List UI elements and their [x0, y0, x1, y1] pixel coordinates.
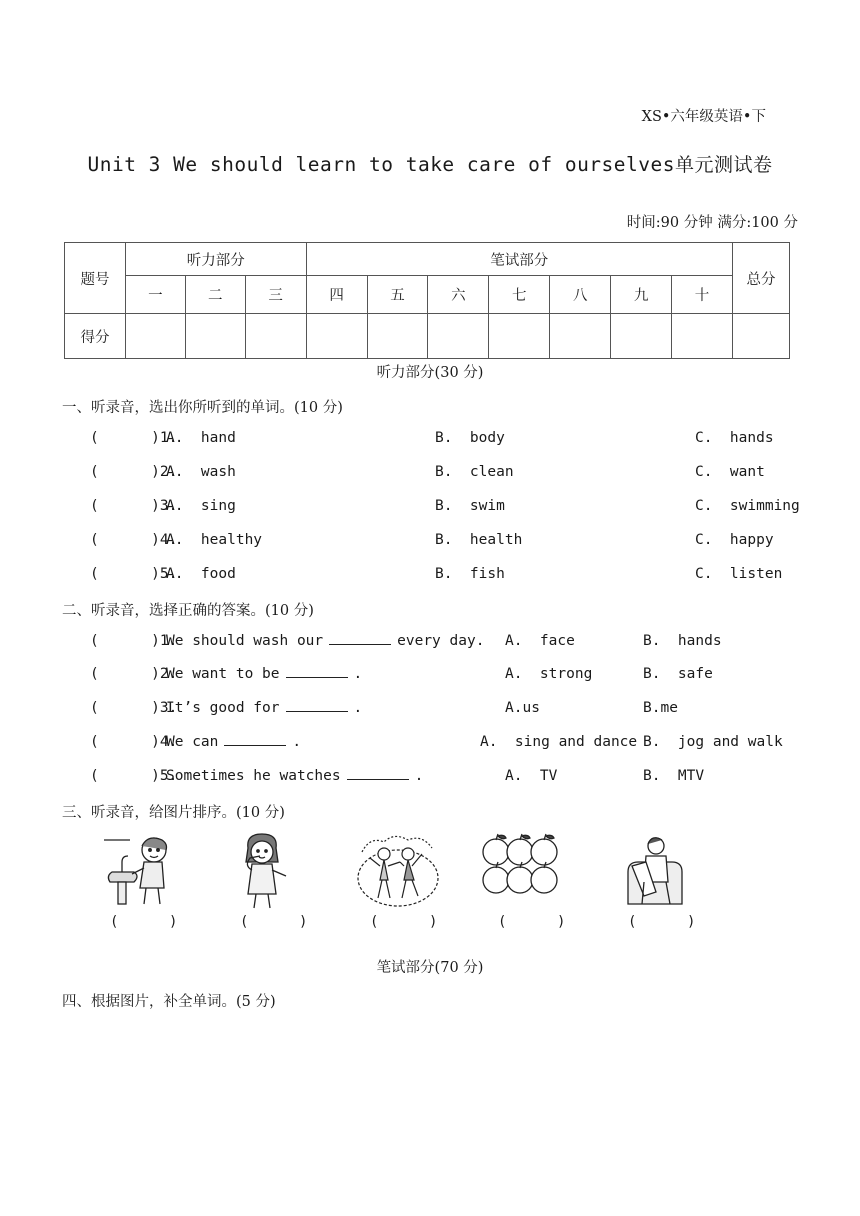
col-number: 二: [185, 276, 245, 314]
option-a: A. hand: [166, 430, 236, 446]
list-item: [0, 768, 860, 790]
boy-washing-hands-icon: [100, 832, 180, 912]
score-cell[interactable]: [489, 314, 550, 359]
section2-title: 二、听录音，选择正确的答案。(10 分): [62, 603, 314, 619]
answer-paren[interactable]: ( )4.: [90, 734, 178, 750]
option-a: A. food: [166, 566, 236, 582]
col-number: 一: [125, 276, 185, 314]
col-number: 七: [489, 276, 550, 314]
question-text-end: .: [353, 666, 363, 682]
time-info: 时间:90 分钟 满分:100 分: [626, 215, 798, 231]
question-text: It’s good for: [166, 700, 280, 716]
option-a: A. sing and dance: [480, 734, 638, 750]
question-text-end: .: [353, 700, 363, 716]
order-paren[interactable]: ( ): [498, 914, 566, 930]
list-item: [0, 430, 860, 452]
list-item: [0, 464, 860, 486]
score-cell[interactable]: [672, 314, 733, 359]
option-c: C. swimming: [695, 498, 800, 514]
answer-paren[interactable]: ( )3.: [90, 498, 178, 514]
apples-icon: [478, 832, 562, 902]
writing-part-label: 笔试部分: [306, 243, 732, 276]
score-cell[interactable]: [245, 314, 306, 359]
col-number: 三: [245, 276, 306, 314]
question-text: We want to be: [166, 666, 280, 682]
order-paren[interactable]: ( ): [370, 914, 438, 930]
answer-paren[interactable]: ( )5.: [90, 566, 178, 582]
option-a: A. wash: [166, 464, 236, 480]
score-table: [64, 242, 790, 359]
option-b: B. swim: [435, 498, 505, 514]
option-b: B. hands: [643, 633, 722, 649]
score-cell[interactable]: [185, 314, 245, 359]
order-paren[interactable]: ( ): [240, 914, 308, 930]
list-item: [0, 566, 860, 588]
list-item: [0, 666, 860, 688]
answer-blank[interactable]: [347, 768, 409, 780]
score-cell[interactable]: [125, 314, 185, 359]
girl-brushing-teeth-icon: [232, 832, 296, 912]
answer-paren[interactable]: ( )1.: [90, 430, 178, 446]
answer-blank[interactable]: [286, 666, 348, 678]
score-cell[interactable]: [367, 314, 428, 359]
score-cell[interactable]: [732, 314, 789, 359]
answer-paren[interactable]: ( )2.: [90, 666, 178, 682]
answer-blank[interactable]: [329, 633, 391, 645]
list-item: [0, 633, 860, 655]
order-paren[interactable]: ( ): [628, 914, 696, 930]
score-cell[interactable]: [428, 314, 489, 359]
question-text-end: .: [292, 734, 302, 750]
option-b: B. clean: [435, 464, 514, 480]
option-b: B. health: [435, 532, 523, 548]
title-chinese: 单元测试卷: [675, 154, 773, 176]
section3-title: 三、听录音，给图片排序。(10 分): [62, 805, 285, 821]
col-number: 十: [672, 276, 733, 314]
children-dancing-icon: [356, 832, 440, 912]
list-item: [0, 498, 860, 520]
section4-title: 四、根据图片，补全单词。(5 分): [62, 994, 276, 1010]
option-b: B. fish: [435, 566, 505, 582]
listening-part-title: 听力部分(30 分): [376, 365, 484, 381]
option-c: C. hands: [695, 430, 774, 446]
total-score-label: 总分: [732, 243, 789, 314]
question-text: Sometimes he watches: [166, 768, 341, 784]
col-number: 八: [550, 276, 611, 314]
option-a: A.us: [505, 700, 540, 716]
option-a: A. face: [505, 633, 575, 649]
question-text: We can: [166, 734, 219, 750]
question-text: We should wash our: [166, 633, 324, 649]
option-b: B. safe: [643, 666, 713, 682]
option-b: B. body: [435, 430, 505, 446]
option-a: A. strong: [505, 666, 593, 682]
order-paren[interactable]: ( ): [110, 914, 178, 930]
section1-title: 一、听录音，选出你所听到的单词。(10 分): [62, 400, 343, 416]
col-number: 四: [306, 276, 367, 314]
col-number: 五: [367, 276, 428, 314]
question-text-end: every day.: [397, 633, 485, 649]
man-reading-icon: [622, 832, 688, 912]
answer-paren[interactable]: ( )2.: [90, 464, 178, 480]
list-item: [0, 532, 860, 554]
option-c: C. happy: [695, 532, 774, 548]
answer-paren[interactable]: ( )1.: [90, 633, 178, 649]
option-a: A. sing: [166, 498, 236, 514]
title-english: Unit 3 We should learn to take care of ourselves: [87, 153, 675, 176]
option-b: B.me: [643, 700, 678, 716]
option-b: B. MTV: [643, 768, 705, 784]
question-number-label: 题号: [65, 243, 126, 314]
score-cell[interactable]: [611, 314, 672, 359]
answer-paren[interactable]: ( )5.: [90, 768, 178, 784]
option-b: B. jog and walk: [643, 734, 783, 750]
answer-paren[interactable]: ( )3.: [90, 700, 178, 716]
option-a: A. healthy: [166, 532, 263, 548]
score-cell[interactable]: [550, 314, 611, 359]
option-a: A. TV: [505, 768, 558, 784]
list-item: [0, 734, 860, 756]
option-c: C. want: [695, 464, 765, 480]
question-text-end: .: [414, 768, 424, 784]
score-cell[interactable]: [306, 314, 367, 359]
list-item: [0, 700, 860, 722]
writing-part-title: 笔试部分(70 分): [376, 960, 484, 976]
answer-blank[interactable]: [286, 700, 348, 712]
answer-blank[interactable]: [224, 734, 286, 746]
col-number: 六: [428, 276, 489, 314]
page-title: [0, 150, 860, 177]
answer-paren[interactable]: ( )4.: [90, 532, 178, 548]
series-label: XS•六年级英语•下: [641, 109, 766, 125]
option-c: C. listen: [695, 566, 783, 582]
listening-part-label: 听力部分: [125, 243, 306, 276]
col-number: 九: [611, 276, 672, 314]
score-row-label: 得分: [65, 314, 126, 359]
